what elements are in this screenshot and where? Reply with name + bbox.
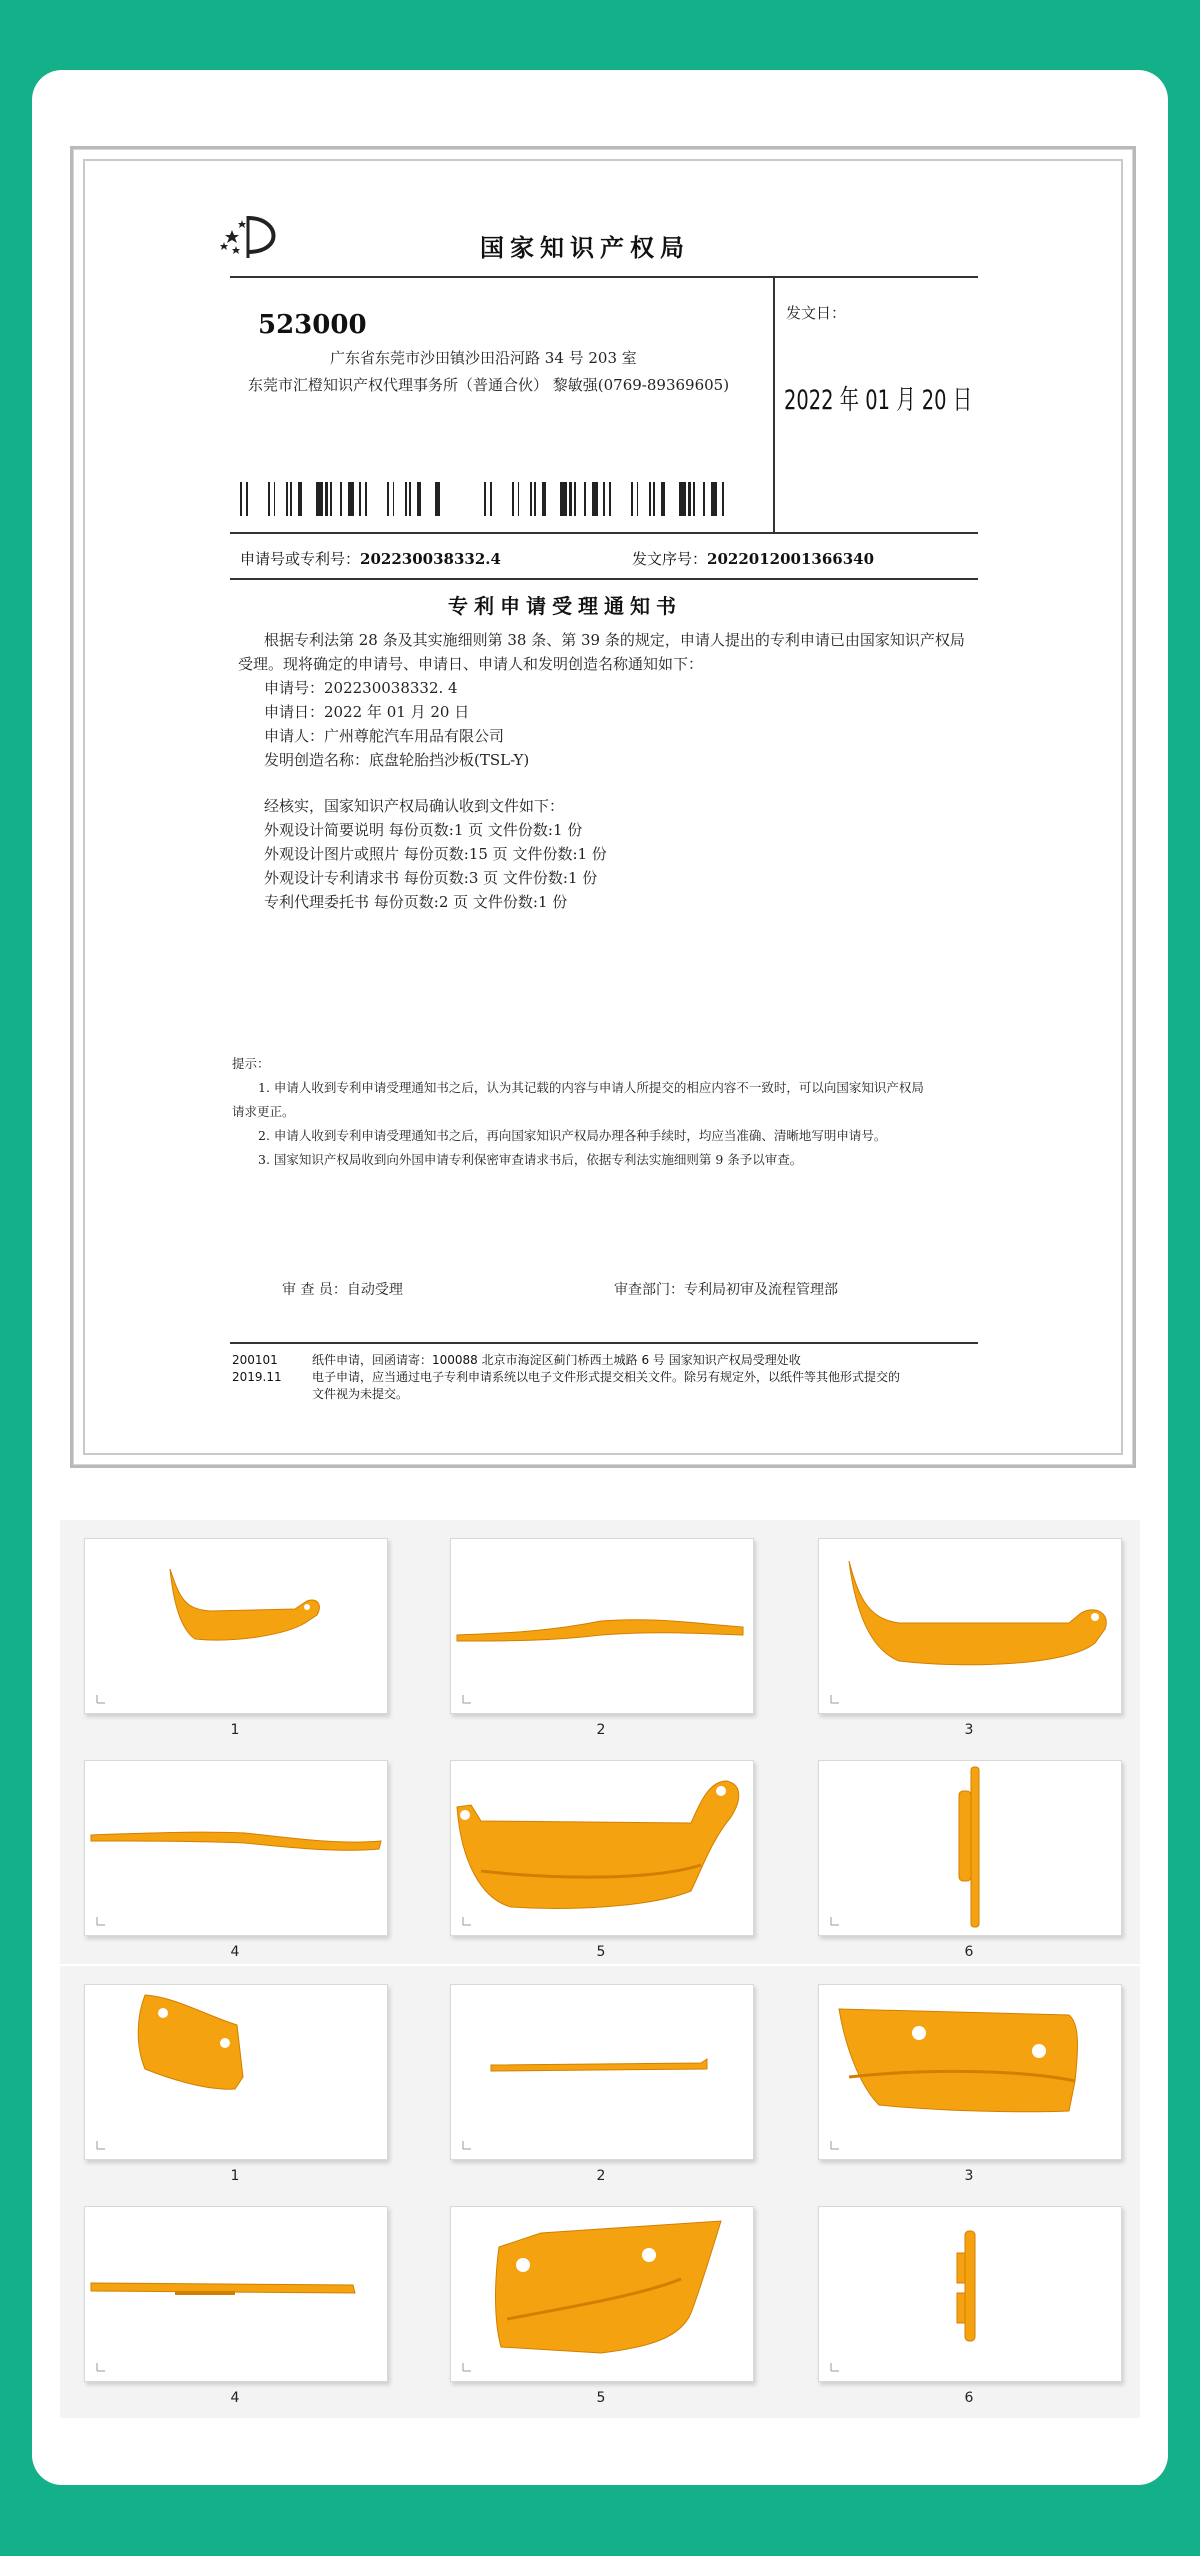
view-number-label: 2 <box>596 1722 606 1738</box>
postcode: 523000 <box>258 310 367 340</box>
design-view-thumbnail[interactable] <box>84 2206 388 2382</box>
footer-text-2: 电子申请，应当通过电子专利申请系统以电子文件形式提交相关文件。除另有规定外，以纸件等其他形式提交的 <box>312 1370 901 1384</box>
part-illustration <box>451 1761 753 1935</box>
app-no: 202230038332.4 <box>360 550 501 568</box>
view-number-label: 5 <box>596 2390 606 2406</box>
view-number-label: 1 <box>230 1722 240 1738</box>
part-illustration <box>85 1761 387 1935</box>
part-illustration <box>451 2207 753 2381</box>
cnipa-logo <box>218 212 288 262</box>
patent-certificate <box>70 146 1136 1468</box>
view-number-label: 4 <box>230 1944 240 1960</box>
serial: 2022012001366340 <box>707 550 875 568</box>
file-item: 外观设计简要说明 每份页数:1 页 文件份数:1 份 <box>264 821 583 839</box>
serial-label: 发文序号： <box>632 550 708 568</box>
part-illustration <box>451 1985 753 2159</box>
view-number-label: 2 <box>596 2168 606 2184</box>
department: 审查部门：专利局初审及流程管理部 <box>614 1282 838 1298</box>
view-number-label: 3 <box>964 1722 974 1738</box>
notes-title: 提示： <box>232 1056 270 1071</box>
design-view-thumbnail[interactable] <box>450 1538 754 1714</box>
note-2: 2. 申请人收到专利申请受理通知书之后，再向国家知识产权局办理各种手续时，均应当准确、清晰地写明申请号。 <box>258 1128 887 1143</box>
barcode-left <box>240 482 440 516</box>
design-view-thumbnail[interactable] <box>818 2206 1122 2382</box>
notice-title: 专利申请受理通知书 <box>448 594 682 618</box>
file-item: 外观设计图片或照片 每份页数:15 页 文件份数:1 份 <box>264 845 607 863</box>
field-application-no: 申请号：202230038332. 4 <box>264 679 458 697</box>
part-illustration <box>451 1539 753 1713</box>
view-number-label: 6 <box>964 2390 974 2406</box>
note-1-continued: 请求更正。 <box>232 1104 295 1119</box>
design-view-thumbnail[interactable] <box>84 1538 388 1714</box>
address-line-1: 广东省东莞市沙田镇沙田沿河路 34 号 203 室 <box>330 349 637 367</box>
address-line-2: 东莞市汇橙知识产权代理事务所（普通合伙） 黎敏强(0769-89369605) <box>248 376 730 394</box>
file-item: 专利代理委托书 每份页数:2 页 文件份数:1 份 <box>264 893 568 911</box>
barcode-right <box>484 482 728 516</box>
design-view-thumbnail[interactable] <box>84 1984 388 2160</box>
field-application-date: 申请日：2022 年 01 月 20 日 <box>264 703 470 721</box>
examiner: 审 查 员：自动受理 <box>282 1282 403 1298</box>
part-illustration <box>819 2207 1121 2381</box>
field-invention-name: 发明创造名称：底盘轮胎挡沙板(TSL-Y) <box>264 751 530 769</box>
view-number-label: 6 <box>964 1944 974 1960</box>
field-applicant: 申请人：广州尊舵汽车用品有限公司 <box>264 727 505 745</box>
design-view-thumbnail[interactable] <box>450 1760 754 1936</box>
part-illustration <box>819 1761 1121 1935</box>
part-illustration <box>85 1539 387 1713</box>
view-number-label: 4 <box>230 2390 240 2406</box>
intro-line-1: 根据专利法第 28 条及其实施细则第 38 条、第 39 条的规定，申请人提出的专利申请已由国家知识产权局 <box>264 631 965 649</box>
part-illustration <box>85 1985 387 2159</box>
design-view-thumbnail[interactable] <box>818 1760 1122 1936</box>
design-view-thumbnail[interactable] <box>818 1538 1122 1714</box>
application-number-row <box>240 548 501 569</box>
part-illustration <box>819 1539 1121 1713</box>
footer-code-1: 200101 <box>232 1353 278 1367</box>
intro-line-2: 受理。现将确定的申请号、申请日、申请人和发明创造名称通知如下： <box>238 655 704 673</box>
part-illustration <box>819 1985 1121 2159</box>
view-number-label: 3 <box>964 2168 974 2184</box>
verify-line: 经核实，国家知识产权局确认收到文件如下： <box>264 797 565 815</box>
design-view-thumbnail[interactable] <box>450 2206 754 2382</box>
office-name: 国家知识产权局 <box>480 234 690 262</box>
view-number-label: 1 <box>230 2168 240 2184</box>
send-date-label: 发文日： <box>786 304 847 322</box>
footer-code-2: 2019.11 <box>232 1370 282 1384</box>
view-number-label: 5 <box>596 1944 606 1960</box>
send-date: 2022 年 01 月 20 日 <box>784 385 973 416</box>
note-1: 1. 申请人收到专利申请受理通知书之后，认为其记载的内容与申请人所提交的相应内容不一致时，可以向国家知识产权局 <box>258 1080 924 1095</box>
footer-text-1: 纸件申请，回函请寄：100088 北京市海淀区蓟门桥西土城路 6 号 国家知识产权局受理处收 <box>312 1353 801 1367</box>
part-illustration <box>85 2207 387 2381</box>
design-view-thumbnail[interactable] <box>450 1984 754 2160</box>
serial-number-row <box>632 548 874 569</box>
design-view-thumbnail[interactable] <box>84 1760 388 1936</box>
file-item: 外观设计专利请求书 每份页数:3 页 文件份数:1 份 <box>264 869 598 887</box>
note-3: 3. 国家知识产权局收到向外国申请专利保密审查请求书后，依据专利法实施细则第 9 条予以审查。 <box>258 1152 803 1167</box>
footer-text-3: 文件视为未提交。 <box>312 1387 409 1401</box>
app-no-label: 申请号或专利号： <box>240 550 361 568</box>
design-view-thumbnail[interactable] <box>818 1984 1122 2160</box>
